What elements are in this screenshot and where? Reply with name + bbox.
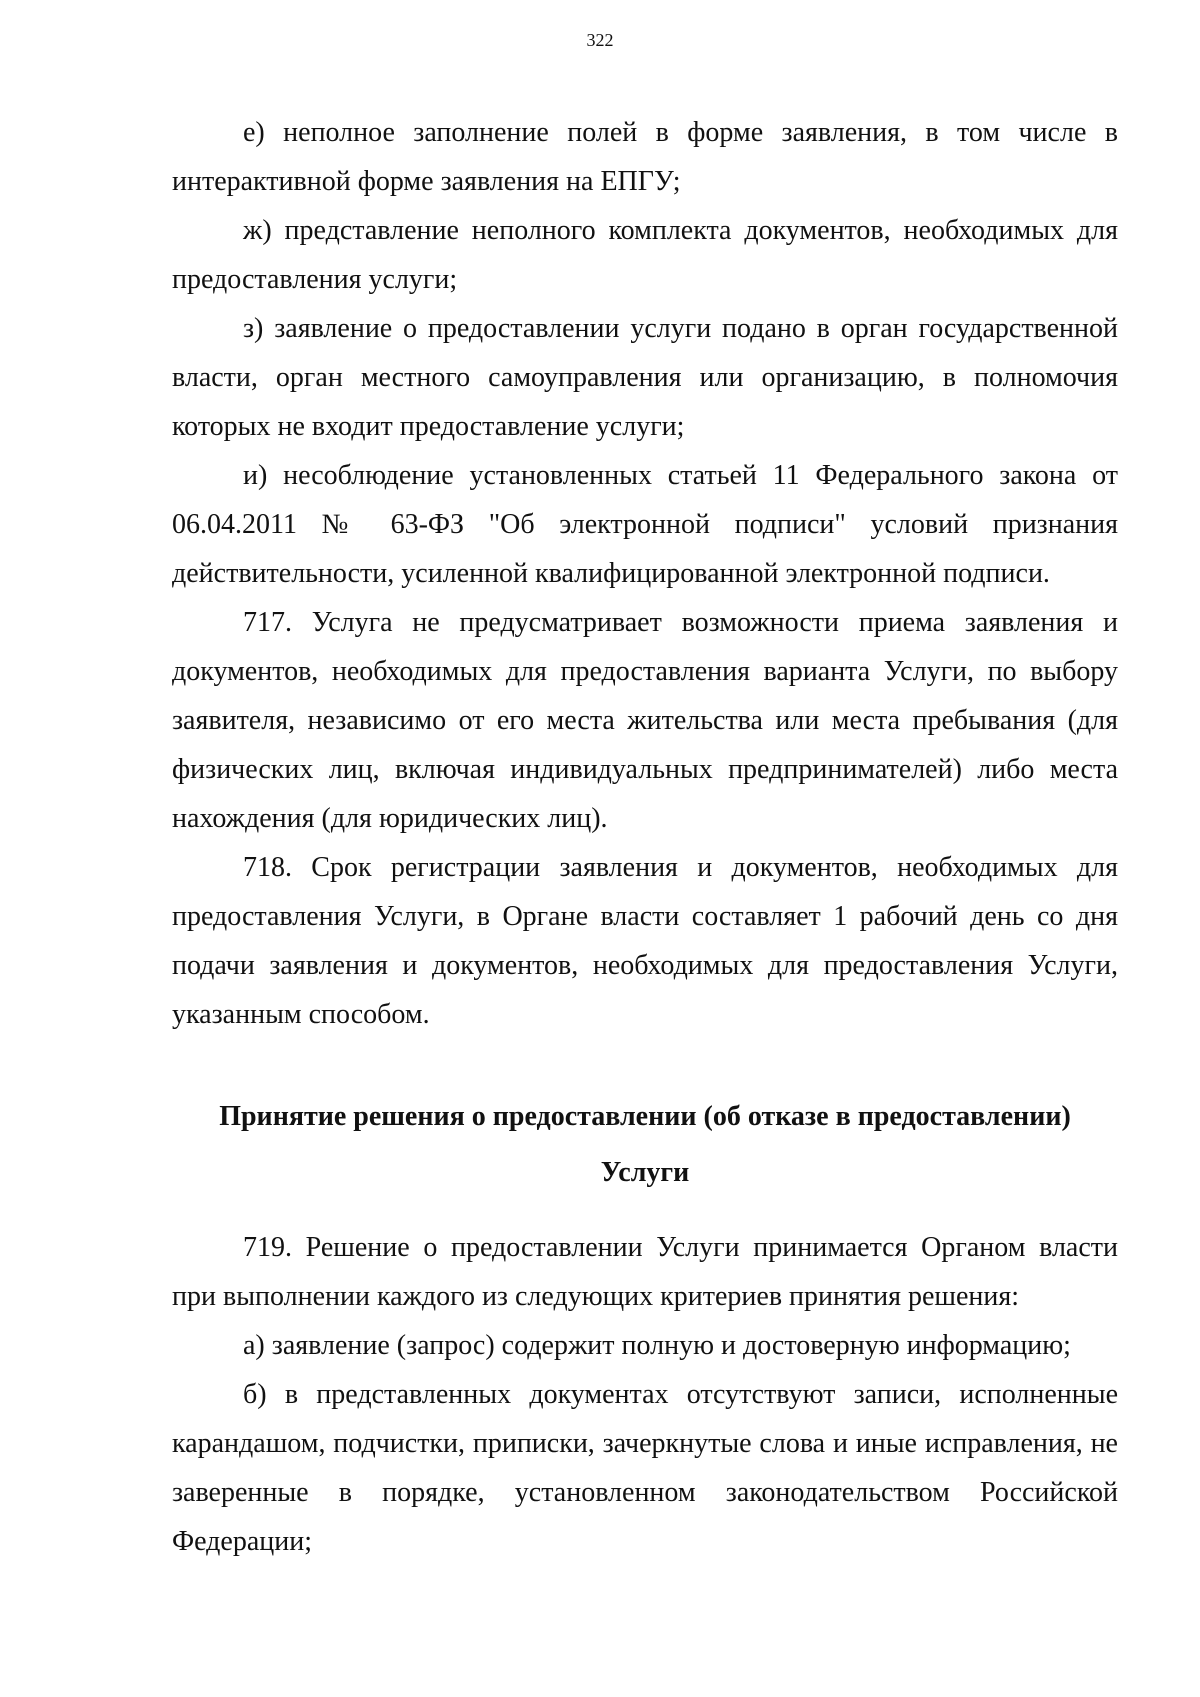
body-text-bottom bbox=[172, 1223, 1118, 1566]
page-number: 322 bbox=[586, 30, 614, 50]
section-heading bbox=[172, 1089, 1118, 1201]
paragraph-719: 719. Решение о предоставлении Услуги принимается Органом власти при выполнении каждого из следующих критериев принятия решения: bbox=[172, 1232, 1118, 1312]
paragraph-717: 717. Услуга не предусматривает возможности приема заявления и документов, необходимых для предоставления варианта Услуги, по выбору заявителя, независимо от его места жительства или места пребывания (для физических лиц, включая индивидуальных предпринимателей) либо места нахождения (для юридических лиц). bbox=[172, 607, 1118, 834]
section-heading-line1: Принятие решения о предоставлении (об отказе в предоставлении) bbox=[219, 1101, 1071, 1132]
paragraph-item-zh: ж) представление неполного комплекта документов, необходимых для предоставления услуги; bbox=[172, 215, 1118, 295]
paragraph-item-b: б) в представленных документах отсутствуют записи, исполненные карандашом, подчистки, приписки, зачеркнутые слова и иные исправления, не заверенные в порядке, установленном законодательством Российской Федерации; bbox=[172, 1379, 1118, 1557]
body-text-top bbox=[172, 108, 1118, 1039]
paragraph-item-e: е) неполное заполнение полей в форме заявления, в том числе в интерактивной форме заявления на ЕПГУ; bbox=[172, 117, 1118, 197]
section-heading-line2: Услуги bbox=[600, 1157, 690, 1188]
paragraph-item-i: и) несоблюдение установленных статьей 11 Федерального закона от 06.04.2011 № 63-ФЗ "Об электронной подписи" условий признания действительности, усиленной квалифицированной электронной подписи. bbox=[172, 460, 1118, 589]
paragraph-item-a: а) заявление (запрос) содержит полную и достоверную информацию; bbox=[243, 1330, 1071, 1361]
paragraph-718: 718. Срок регистрации заявления и документов, необходимых для предоставления Услуги, в Органе власти составляет 1 рабочий день со дня подачи заявления и документов, необходимых для предоставления Услуги, указанным способом. bbox=[172, 852, 1118, 1030]
paragraph-item-z: з) заявление о предоставлении услуги подано в орган государственной власти, орган местного самоуправления или организацию, в полномочия которых не входит предоставление услуги; bbox=[172, 313, 1118, 442]
